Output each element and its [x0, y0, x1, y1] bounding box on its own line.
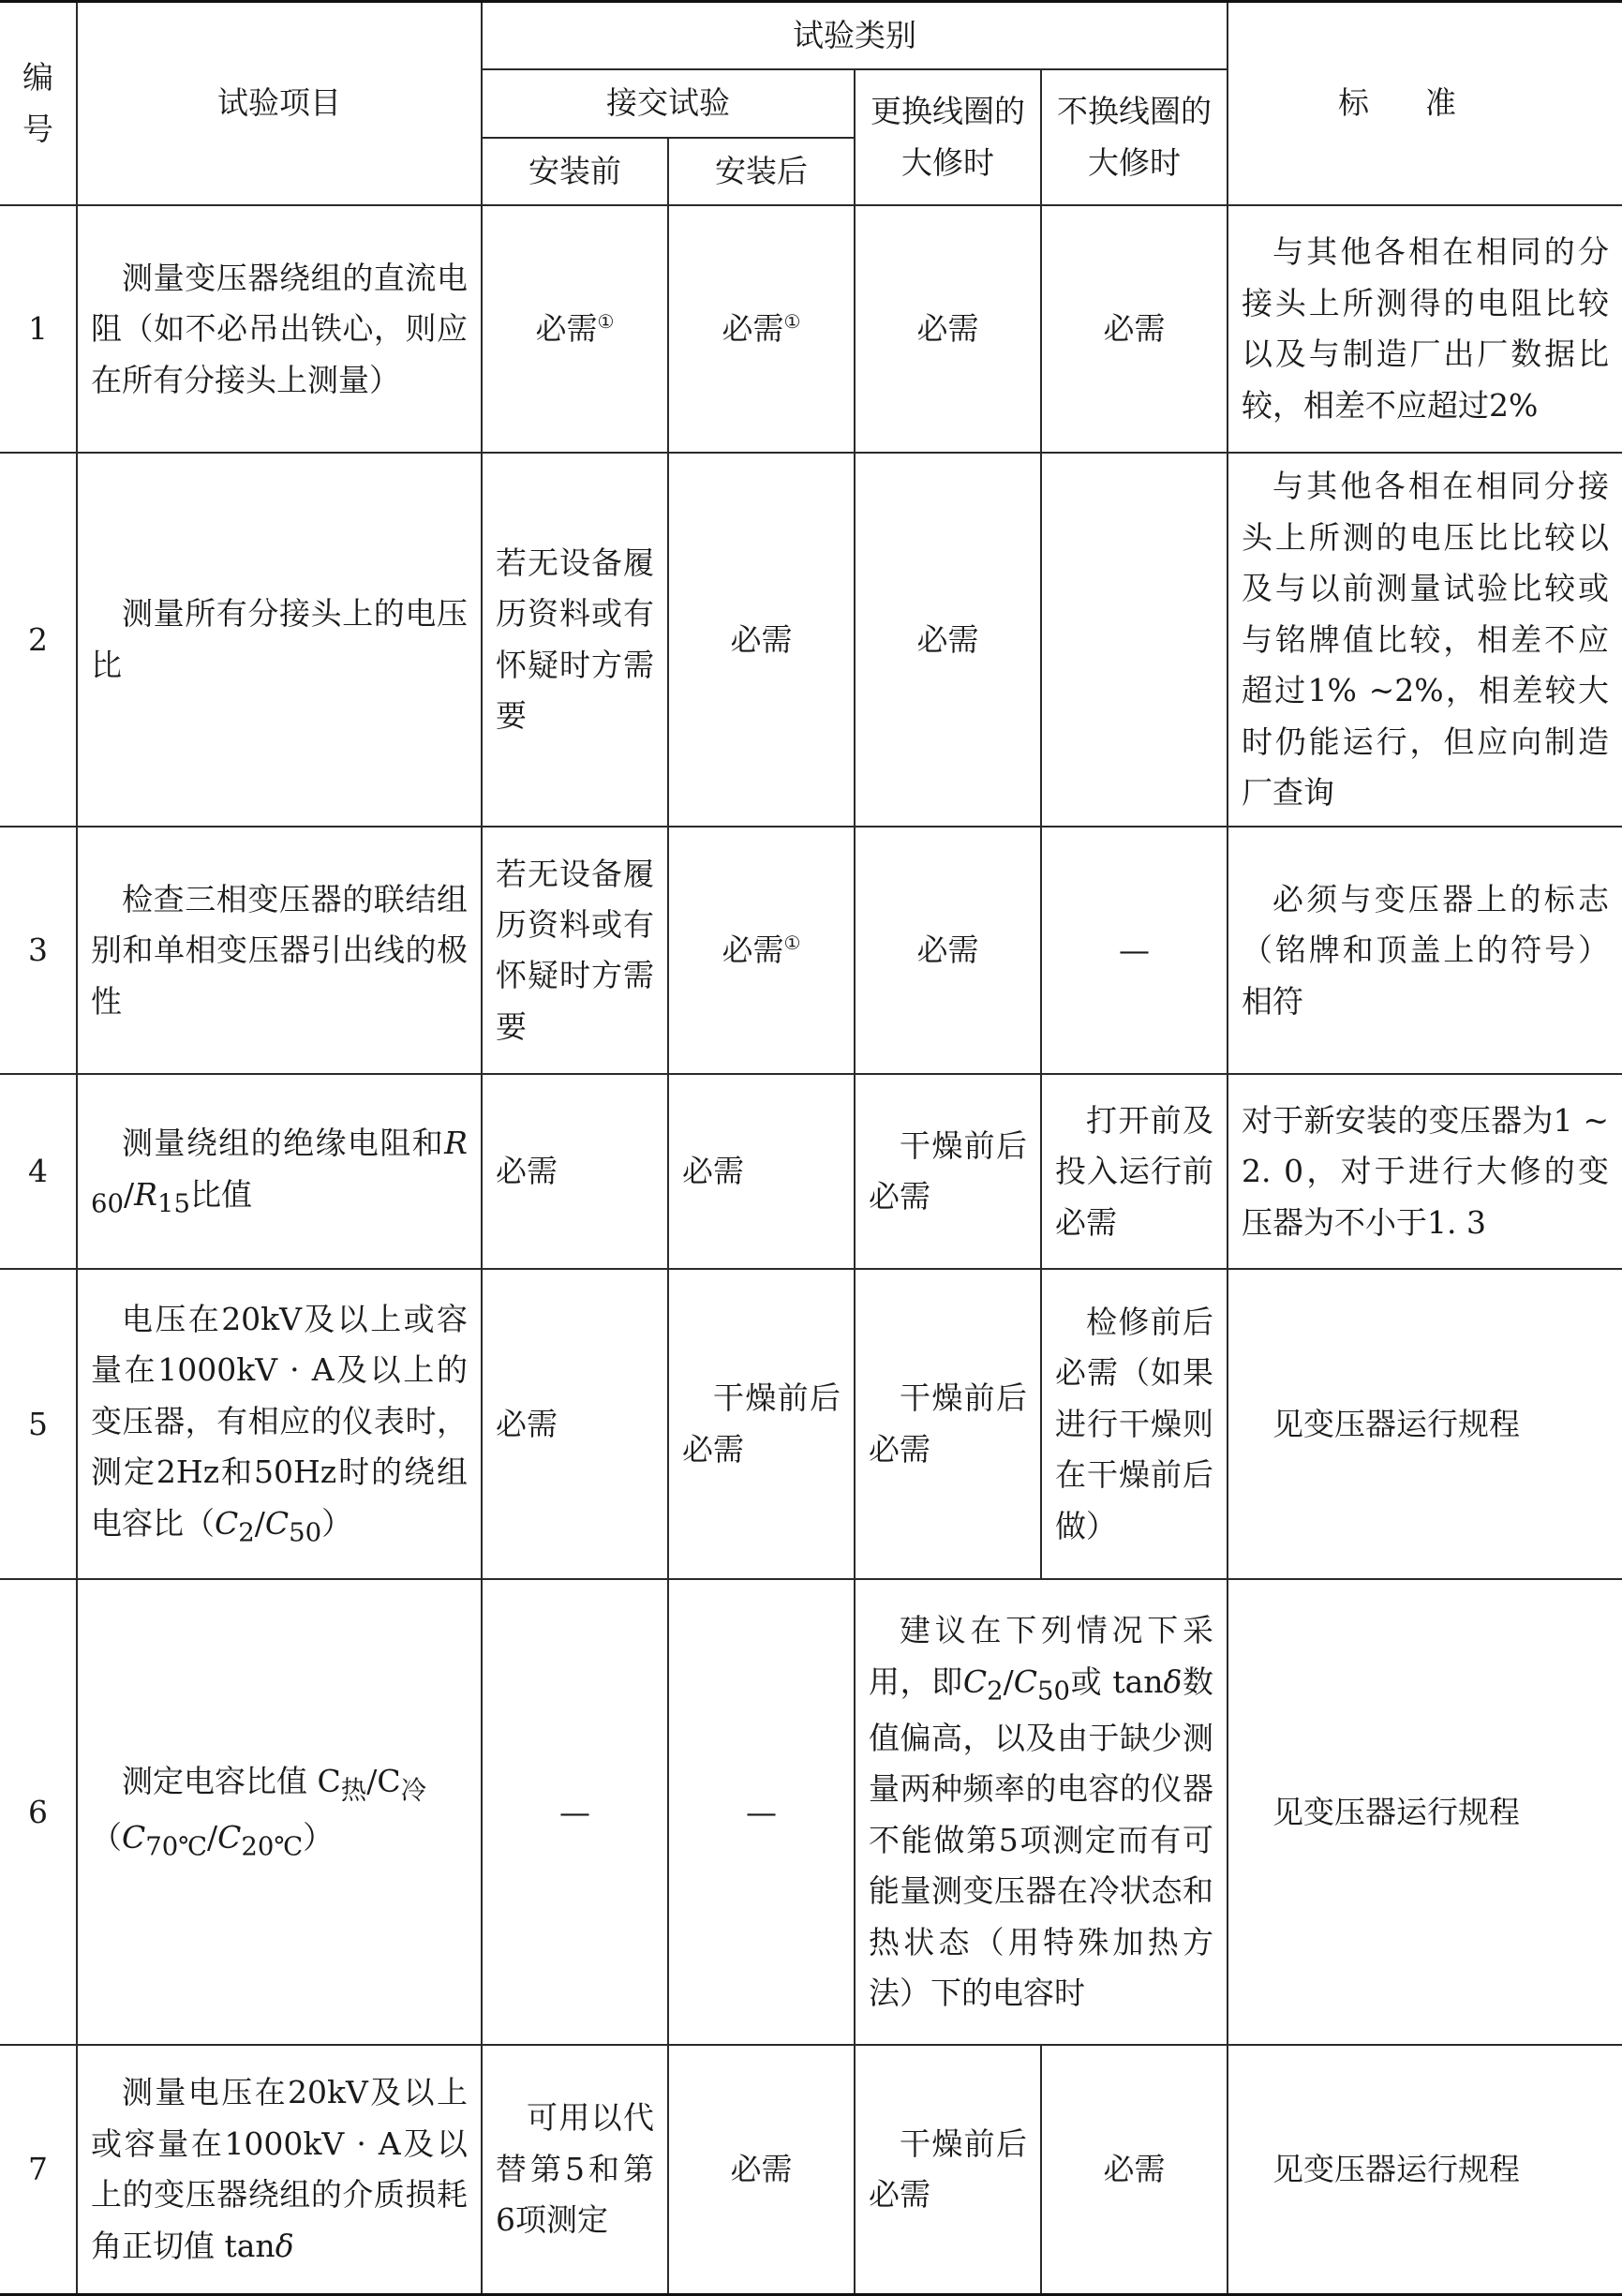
coil-replace-cell: 干燥前后必需: [855, 1074, 1041, 1269]
c2-subscript: 2: [987, 1676, 1004, 1707]
c50-symbol: C: [264, 1504, 290, 1542]
header-no-coil-replace: 不换线圈的大修时: [1041, 69, 1228, 205]
slash: /: [254, 1504, 265, 1542]
c2-symbol: C: [215, 1504, 239, 1542]
row-number: 5: [0, 1269, 77, 1579]
after-install-cell: 必需: [668, 453, 855, 827]
row-number: 6: [0, 1579, 77, 2045]
test-item: [77, 1074, 482, 1269]
coil-replace-cell: 干燥前后必需: [855, 2045, 1041, 2294]
header-category: 试验类别: [482, 2, 1228, 70]
r15-subscript: 15: [156, 1188, 190, 1219]
table-row: [0, 1579, 1622, 2045]
coil-replace-cell: 必需: [855, 453, 1041, 827]
row-number: 2: [0, 453, 77, 827]
standard-cell: 见变压器运行规程: [1228, 1579, 1622, 2045]
c70-symbol: C: [122, 1818, 146, 1856]
test-item: [77, 1269, 482, 1579]
merged-text-mid: 或 tan: [1069, 1662, 1164, 1700]
r15-symbol: R: [134, 1175, 157, 1213]
item-text: 测量绕组的绝缘电阻和: [122, 1125, 445, 1162]
after-install-cell: —: [668, 1579, 855, 2045]
before-install-cell: 若无设备履历资料或有怀疑时方需要: [482, 827, 668, 1074]
r60-symbol: R: [444, 1125, 468, 1162]
test-item: 测量所有分接头上的电压比: [77, 453, 482, 827]
c50-symbol: C: [1013, 1662, 1037, 1700]
item-text: 测量电压在20kV及以上或容量在1000kV · A及以上的变压器绕组的介质损耗角正切值 tan: [91, 2074, 468, 2264]
after-install-cell: 干燥前后必需: [668, 1269, 855, 1579]
delta-symbol: δ: [1163, 1662, 1183, 1700]
c70-subscript: 70℃: [145, 1831, 208, 1862]
standard-cell: 必须与变压器上的标志（铭牌和顶盖上的符号）相符: [1228, 827, 1622, 1074]
overhaul-merged-cell: [855, 1579, 1228, 2045]
no-coil-replace-cell: —: [1041, 827, 1228, 1074]
footnote-mark: ①: [783, 932, 801, 955]
header-item: 试验项目: [77, 2, 482, 206]
row-number: 3: [0, 827, 77, 1074]
item-text: 测定电容比值 C: [122, 1762, 341, 1799]
test-item: 测量变压器绕组的直流电阻（如不必吊出铁心，则应在所有分接头上测量）: [77, 205, 482, 453]
header-no: 编号: [0, 2, 77, 206]
table-row: [0, 205, 1622, 453]
c50-subscript: 50: [1036, 1676, 1070, 1707]
table-row: [0, 1269, 1622, 1579]
no-coil-replace-cell: 打开前及投入运行前必需: [1041, 1074, 1228, 1269]
footnote-mark: ①: [597, 310, 615, 334]
no-coil-replace-cell: [1041, 453, 1228, 827]
paren-open: （: [91, 1818, 122, 1856]
cell-text: 必需: [722, 310, 784, 348]
coil-replace-cell: 必需: [855, 827, 1041, 1074]
coil-replace-cell: 干燥前后必需: [855, 1269, 1041, 1579]
no-coil-replace-cell: 检修前后必需（如果进行干燥则在干燥前后做）: [1041, 1269, 1228, 1579]
hot-subscript: 热: [340, 1775, 367, 1806]
slash: /: [124, 1175, 135, 1213]
test-item: [77, 1579, 482, 2045]
before-install-cell: 必需: [482, 1269, 668, 1579]
before-install-cell: [482, 205, 668, 453]
coil-replace-cell: 必需: [855, 205, 1041, 453]
slash: /: [366, 1762, 378, 1799]
cell-text: 必需: [535, 310, 598, 348]
footnote-mark: ①: [783, 310, 801, 334]
test-item: [77, 2045, 482, 2294]
header-coil-replace: 更换线圈的大修时: [855, 69, 1041, 205]
standard-cell: 见变压器运行规程: [1228, 2045, 1622, 2294]
standard-cell: 与其他各相在相同分接头上所测的电压比比较以及与以前测量试验比较或与铭牌值比较，相差不应超过1% ~2%，相差较大时仍能运行，但应向制造厂查询: [1228, 453, 1622, 827]
c20-subscript: 20℃: [241, 1831, 304, 1862]
before-install-cell: —: [482, 1579, 668, 2045]
before-install-cell: 必需: [482, 1074, 668, 1269]
table-row: [0, 2045, 1622, 2294]
table-row: [0, 827, 1622, 1074]
header-before-install: 安装前: [482, 138, 668, 205]
c2-subscript: 2: [238, 1517, 255, 1548]
r60-subscript: 60: [91, 1188, 124, 1219]
c50-subscript: 50: [289, 1517, 322, 1548]
after-install-cell: 必需: [668, 2045, 855, 2294]
paren-close: ）: [303, 1818, 335, 1856]
item-text-tail: 比值: [189, 1175, 252, 1213]
row-number: 7: [0, 2045, 77, 2294]
cold-symbol: C: [377, 1762, 401, 1799]
before-install-cell: 可用以代替第5和第6项测定: [482, 2045, 668, 2294]
no-coil-replace-cell: 必需: [1041, 205, 1228, 453]
merged-text: 建议在下列情况下采用，即: [869, 1612, 1213, 1700]
standard-cell: 与其他各相在相同的分接头上所测得的电阻比较以及与制造厂出厂数据比较，相差不应超过2%: [1228, 205, 1622, 453]
table-row: [0, 1074, 1622, 1269]
slash: /: [207, 1818, 218, 1856]
cell-text: 必需: [722, 932, 784, 969]
after-install-cell: [668, 205, 855, 453]
delta-symbol: δ: [275, 2227, 294, 2264]
cold-subscript: 冷: [400, 1775, 427, 1806]
c2-symbol: C: [962, 1662, 988, 1700]
row-number: 1: [0, 205, 77, 453]
after-install-cell: [668, 827, 855, 1074]
merged-text-tail: 数值偏高，以及由于缺少测量两种频率的电容的仪器不能做第5项测定而有可能量测变压器在冷状态和热状态（用特殊加热方法）下的电容时: [869, 1662, 1214, 2011]
row-number: 4: [0, 1074, 77, 1269]
test-item: 检查三相变压器的联结组别和单相变压器引出线的极性: [77, 827, 482, 1074]
item-text-tail: ）: [321, 1504, 353, 1542]
before-install-cell: 若无设备履历资料或有怀疑时方需要: [482, 453, 668, 827]
header-standard: 标准: [1228, 2, 1622, 206]
after-install-cell: 必需: [668, 1074, 855, 1269]
item-text: 电压在20kV及以上或容量在1000kV · A及以上的变压器，有相应的仪表时，测定2Hz和50Hz时的绕组电容比（: [91, 1301, 468, 1542]
header-after-install: 安装后: [668, 138, 855, 205]
standard-cell: 对于新安装的变压器为1 ~ 2. 0，对于进行大修的变压器为不小于1. 3: [1228, 1074, 1622, 1269]
standard-cell: 见变压器运行规程: [1228, 1269, 1622, 1579]
header-acceptance: 接交试验: [482, 69, 855, 137]
slash: /: [1003, 1662, 1014, 1700]
c20-symbol: C: [217, 1818, 242, 1856]
table-row: [0, 453, 1622, 827]
header-row-1: [0, 2, 1622, 70]
no-coil-replace-cell: 必需: [1041, 2045, 1228, 2294]
